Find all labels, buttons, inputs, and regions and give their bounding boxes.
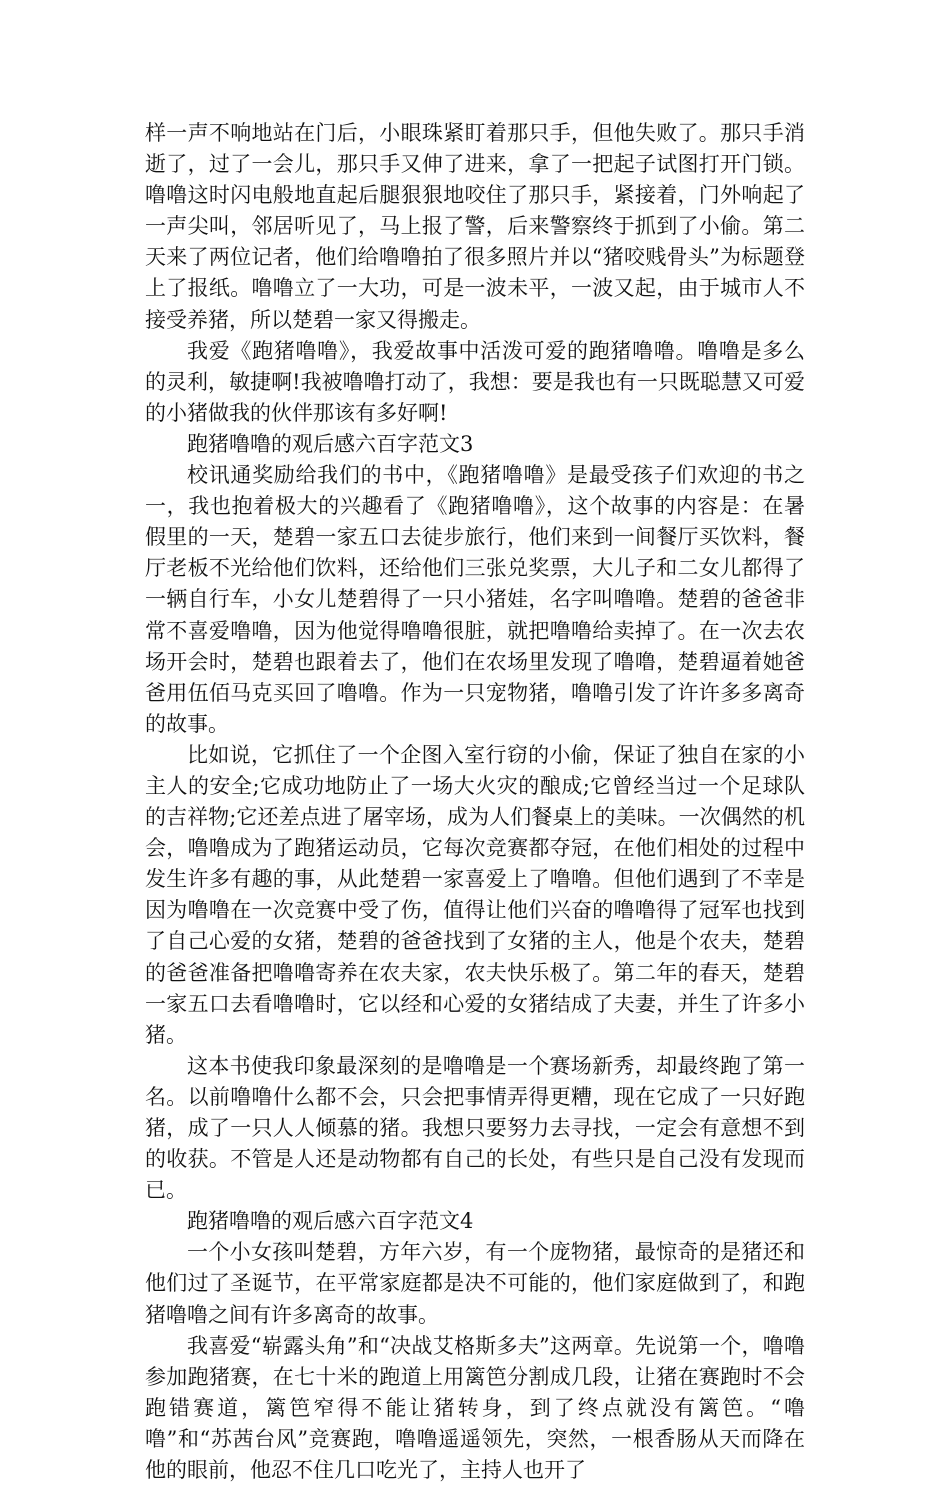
paragraph: 我喜爱“崭露头角”和“决战艾格斯多夫”这两章。先说第一个，噜噜参加跑猪赛，在七十米的跑道上用篱笆分割成几段，让猪在赛跑时不会跑错赛道，篱笆窄得不能让猪转身，到了终点就没有篱笆。“噜噜”和“苏茜台风”竞赛跑，噜噜遥遥领先，突然，一根香肠从天而降在他的眼前，他忍不住几口吃光了，主持人也开了	[145, 1333, 805, 1483]
paragraph: 校讯通奖励给我们的书中，《跑猪噜噜》是最受孩子们欢迎的书之一，我也抱着极大的兴趣看了《跑猪噜噜》，这个故事的内容是：在暑假里的一天，楚碧一家五口去徒步旅行，他们来到一间餐厅买饮料，餐厅老板不光给他们饮料，还给他们三张兑奖票，大儿子和二女儿都得了一辆自行车，小女儿楚碧得了一只小猪娃，名字叫噜噜。楚碧的爸爸非常不喜爱噜噜，因为他觉得噜噜很脏，就把噜噜给卖掉了。在一次去农场开会时，楚碧也跟着去了，他们在农场里发现了噜噜，楚碧逼着她爸爸用伍佰马克买回了噜噜。作为一只宠物猪，噜噜引发了许许多多离奇的故事。	[145, 463, 805, 736]
section-heading: 跑猪噜噜的观后感六百字范文3	[187, 431, 474, 456]
document-page	[145, 118, 805, 1486]
paragraph: 比如说，它抓住了一个企图入室行窃的小偷，保证了独自在家的小主人的安全;它成功地防止了一场大火灾的酿成;它曾经当过一个足球队的吉祥物;它还差点进了屠宰场，成为人们餐桌上的美味。一次偶然的机会，噜噜成为了跑猪运动员，它每次竞赛都夺冠，在他们相处的过程中发生许多有趣的事，从此楚碧一家喜爱上了噜噜。但他们遇到了不幸是因为噜噜在一次竞赛中受了伤，值得让他们兴奋的噜噜得了冠军也找到了自己心爱的女猪，楚碧的爸爸找到了女猪的主人，他是个农夫，楚碧的爸爸准备把噜噜寄养在农夫家，农夫快乐极了。第二年的春天，楚碧一家五口去看噜噜时，它以经和心爱的女猪结成了夫妻，并生了许多小猪。	[145, 742, 805, 1047]
paragraph: 这本书使我印象最深刻的是噜噜是一个赛场新秀，却最终跑了第一名。以前噜噜什么都不会，只会把事情弄得更糟，现在它成了一只好跑猪，成了一只人人倾慕的猪。我想只要努力去寻找，一定会有意想不到的收获。不管是人还是动物都有自己的长处，有些只是自己没有发现而已。	[145, 1053, 805, 1203]
paragraph: 样一声不响地站在门后，小眼珠紧盯着那只手，但他失败了。那只手消逝了，过了一会儿，那只手又伸了进来，拿了一把起子试图打开门锁。噜噜这时闪电般地直起后腿狠狠地咬住了那只手，紧接着，门外响起了一声尖叫，邻居听见了，马上报了警，后来警察终于抓到了小偷。第二天来了两位记者，他们给噜噜拍了很多照片并以“猪咬贱骨头”为标题登上了报纸。噜噜立了一大功，可是一波未平，一波又起，由于城市人不接受养猪，所以楚碧一家又得搬走。	[145, 121, 805, 332]
section-heading: 跑猪噜噜的观后感六百字范文4	[187, 1209, 474, 1234]
paragraph: 我爱《跑猪噜噜》，我爱故事中活泼可爱的跑猪噜噜。噜噜是多么的灵利，敏捷啊!我被噜噜打动了，我想：要是我也有一只既聪慧又可爱的小猪做我的伙伴那该有多好啊!	[145, 338, 805, 425]
paragraph: 一个小女孩叫楚碧，方年六岁，有一个庞物猪，最惊奇的是猪还和他们过了圣诞节，在平常家庭都是决不可能的，他们家庭做到了，和跑猪噜噜之间有许多离奇的故事。	[145, 1240, 805, 1327]
